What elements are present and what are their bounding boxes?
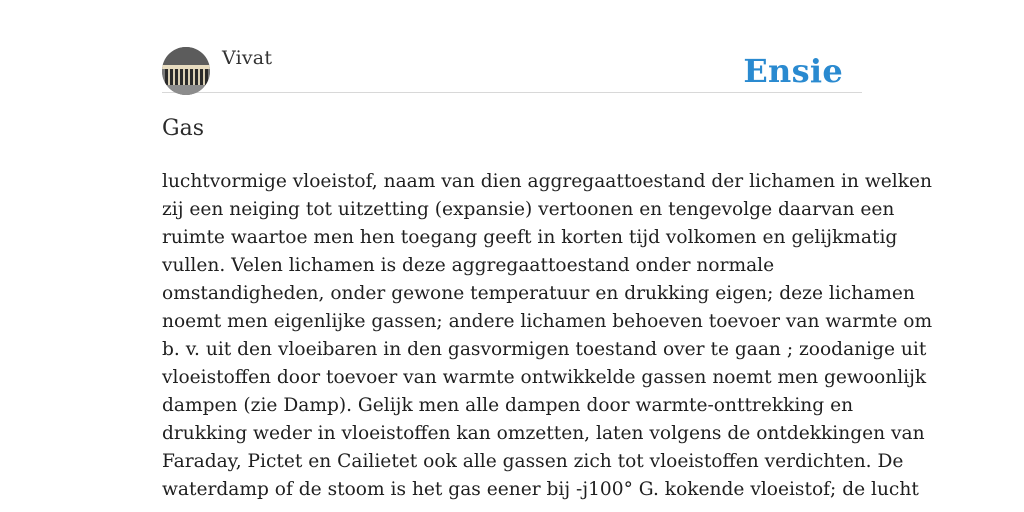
body-line: vullen. Velen lichamen is deze aggregaattoestand onder normale [162,255,775,276]
body-line: dampen (zie Damp). Gelijk men alle dampen door warmte-onttrekking en [162,395,854,416]
body-line: ruimte waartoe men hen toegang geeft in korten tijd volkomen en gelijkmatig [162,227,898,248]
author-name[interactable]: Vivat [222,47,273,69]
header [162,46,862,93]
body-line: zij een neiging tot uitzetting (expansie) vertoonen en tengevolge daarvan een [162,199,895,220]
body-line: waterdamp of de stoom is het gas eener bij -j100° G. kokende vloeistof; de lucht [162,479,919,500]
avatar[interactable] [162,47,210,95]
body-line: Faraday, Pictet en Cailietet ook alle gassen zich tot vloeistoffen verdichten. De [162,451,904,472]
body-line: vloeistoffen door toevoer van warmte ontwikkelde gassen noemt men gewoonlijk [162,367,927,388]
page-title: Gas [162,116,204,141]
books-avatar-icon [162,47,210,95]
body-line: omstandigheden, onder gewone temperatuur en drukking eigen; deze lichamen [162,283,915,304]
article-page [162,0,933,512]
body-line: b. v. uit den vloeibaren in den gasvormigen toestand over te gaan ; zoodanige uit [162,339,927,360]
body-line: noemt men eigenlijke gassen; andere lichamen behoeven toevoer van warmte om [162,311,933,332]
body-line: luchtvormige vloeistof, naam van dien aggregaattoestand der lichamen in welken [162,171,932,192]
article-body [162,168,933,504]
body-line: drukking weder in vloeistoffen kan omzetten, laten volgens de ontdekkingen van [162,423,925,444]
site-logo[interactable]: Ensie [743,52,843,90]
